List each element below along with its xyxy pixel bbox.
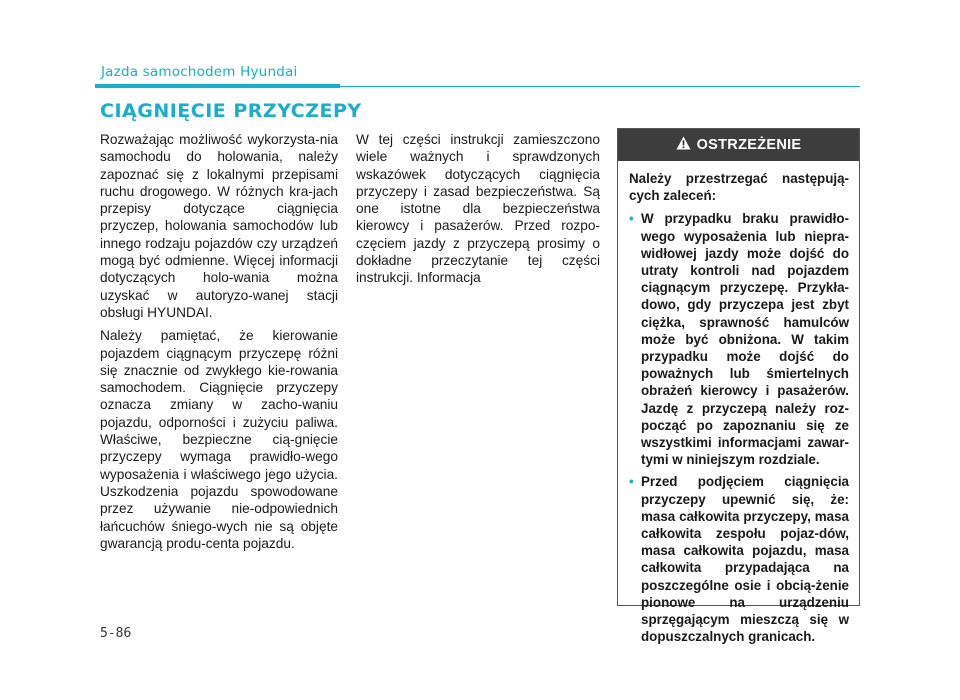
- header-rule-thin: [340, 86, 860, 87]
- warning-item-text: W przypadku braku prawidło-wego wyposażenia lub niepra-widłowej jazdy może dojść do utraty kontroli nad pojazdem ciągnącym przyczepę. Przykła-dowo, gdy przyczepa jest zbyt ciężka, sprawność hamulców może być obniżona. W takim przypadku może dojść do poważnych lub śmiertelnych obrażeń kierowcy i pasażerów. Jazdę z przyczepą należy roz-począć po zapoznaniu się ze wszystkimi informacjami zawar-tymi w niniejszym rozdziale.: [641, 211, 849, 468]
- warning-item-text: Przed podjęciem ciągnięcia przyczepy upewnić się, że: masa całkowita przyczepy, masa całkowita zespołu pojaz-dów, masa całkowita pojazdu, masa całkowita przypadająca na poszczególne osie i obcią-żenie pionowe na urządzeniu sprzęgającym mieszczą się w dopuszczalnych granicach.: [641, 474, 849, 645]
- paragraph: Należy pamiętać, że kierowanie pojazdem ciągnącym przyczepę różni się znacznie od zwykłego kie-rowania samochodem. Ciągnięcie przyczepy oznacza zmiany w zacho-waniu pojazdu, odporności i zużyciu paliwa. Właściwe, bezpieczne cią-gnięcie przyczepy wymaga prawidło-wego wyposażenia i właściwego jego użycia. Uszkodzenia pojazdu spowodowane przez używanie nie-odpowiednich łańcuchów śniego-wych nie są objęte gwarancją produ-centa pojazdu.: [100, 328, 338, 551]
- section-header: Jazda samochodem Hyundai: [101, 64, 298, 80]
- page-number: 5-86: [100, 626, 132, 641]
- bullet-icon: •: [629, 474, 634, 490]
- bullet-icon: •: [629, 211, 634, 227]
- page-title: CIĄGNIĘCIE PRZYCZEPY: [100, 100, 362, 122]
- text-column-1: [100, 131, 338, 558]
- warning-triangle-icon: [676, 136, 697, 154]
- warning-list: [629, 210, 849, 645]
- warning-header: [618, 129, 859, 161]
- warning-item: [629, 473, 849, 645]
- paragraph: W tej części instrukcji zamieszczono wiele ważnych i sprawdzonych wskazówek dotyczących ciągnięcia przyczepy i zasad bezpieczeństwa. Są one istotne dla bezpieczeństwa kierowcy i pasażerów. Przed rozpo-częciem jazdy z przyczepą prosimy o dokładne przeczytanie tej części instrukcji. Informacja: [356, 132, 600, 286]
- warning-body: [618, 161, 859, 645]
- header-rule-thick: [95, 84, 340, 88]
- warning-item: [629, 210, 849, 468]
- text-column-2: [356, 131, 600, 293]
- warning-title: OSTRZEŻENIE: [696, 137, 802, 153]
- warning-intro: Należy przestrzegać następują-cych zaleceń:: [629, 171, 849, 204]
- warning-box: [617, 128, 860, 645]
- paragraph: Rozważając możliwość wykorzysta-nia samochodu do holowania, należy zapoznać się z lokalnymi przepisami ruchu drogowego. W różnych kra-jach przepisy dotyczące ciągnięcia przyczep, holowania samochodów lub innego rodzaju pojazdów czy urządzeń mogą być odmienne. Więcej informacji dotyczących holo-wania można uzyskać w autoryzo-wanej stacji obsługi HYUNDAI.: [100, 132, 338, 320]
